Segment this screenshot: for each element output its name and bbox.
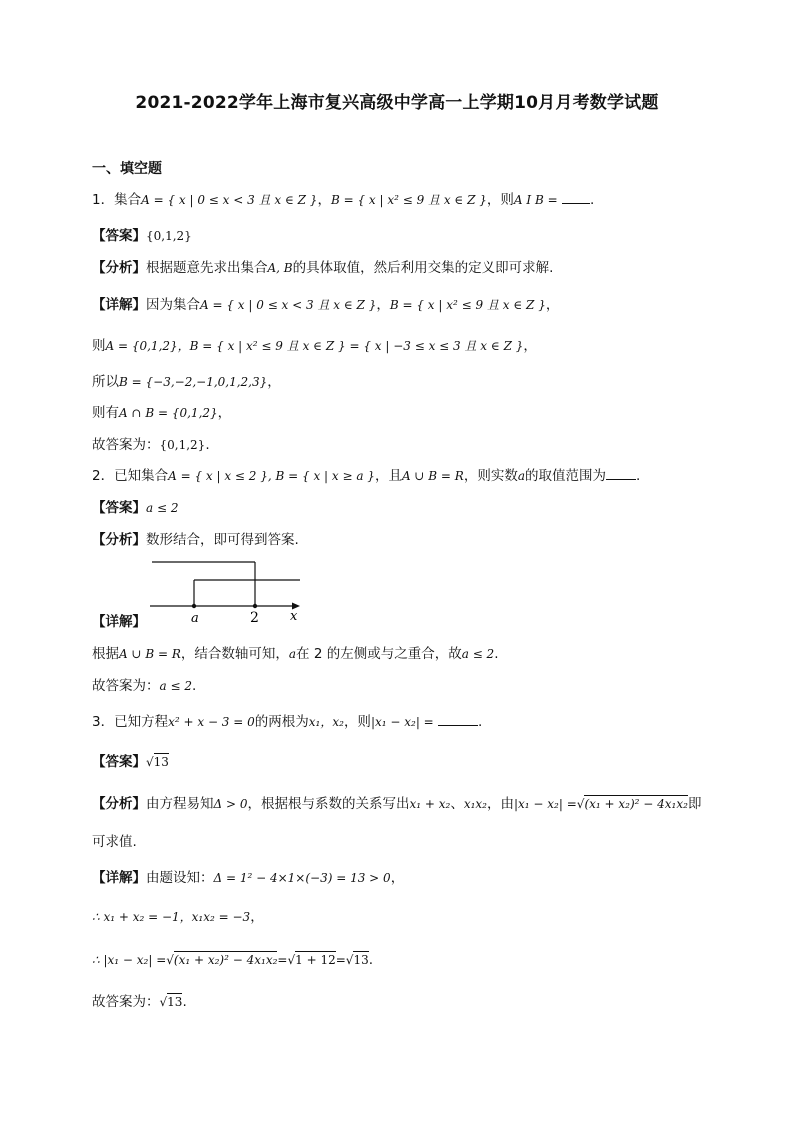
- q3-stem-d: .: [478, 714, 483, 730]
- q2-d2-b: .: [191, 678, 197, 694]
- q1-d2-a: 则: [92, 338, 106, 354]
- point-2: [253, 604, 257, 608]
- q1-expr: A I B =: [513, 193, 558, 207]
- q3-detail-3: [92, 950, 373, 970]
- q2-analysis: [92, 530, 299, 550]
- q1-d3-a: 所以: [92, 374, 119, 390]
- q2-detail-2: [92, 676, 196, 696]
- q2-d1-var: a: [288, 647, 297, 661]
- q3-d4-a: 故答案为：: [92, 994, 160, 1010]
- q3-stem-c: ，则: [343, 714, 371, 730]
- q1-d5-a: 故答案为：: [92, 437, 160, 453]
- q1-answer-value: {0,1,2}: [146, 229, 192, 243]
- q3-d3-eq1: =: [277, 953, 288, 967]
- q1-d1-b: ，: [376, 297, 390, 313]
- q2-answer: [92, 498, 178, 518]
- q1-stem: 1．集合A = { x | 0 ≤ x < 3 且 x ∈ Z }，B = { x | x² ≤ 9 且 x ∈ Z }，则A I B = .: [92, 192, 595, 208]
- q1-d1-c: ，: [545, 297, 560, 313]
- q1-d3-expr: B = {−3,−2,−1,0,1,2,3}: [119, 375, 268, 389]
- q3-analysis-d: ，由: [486, 796, 514, 812]
- q3-answer: [92, 752, 169, 772]
- q3-analysis-c: 、: [450, 796, 464, 812]
- q1-detail-5: [92, 435, 210, 455]
- q2-stem-e: .: [636, 468, 641, 484]
- axis-label-x: x: [290, 609, 298, 624]
- q2-stem-b: ，且: [374, 468, 402, 484]
- q3-stem-expr: |x₁ − x₂| =: [370, 715, 434, 729]
- q1-d1-a: 因为集合: [146, 297, 200, 313]
- q1-d1-set-b: B = { x | x² ≤ 9 且 x ∈ Z }: [389, 298, 546, 312]
- q3-answer-value: 13: [153, 755, 169, 769]
- axis-label-2: 2: [250, 610, 259, 626]
- q3-analysis-sum: x₁ + x₂: [409, 797, 451, 811]
- q3-stem: [92, 712, 482, 732]
- q3-analysis-cont: 可求值.: [92, 834, 137, 850]
- q1-detail-2: [92, 336, 537, 356]
- q1-blank: [562, 191, 590, 204]
- q3-stem-a: 3．已知方程: [92, 714, 169, 730]
- q1-d3-b: ，: [267, 374, 281, 390]
- q2-detail-label-row: [92, 612, 146, 632]
- q3-d3-a: ∴ |x₁ − x₂| =: [92, 953, 167, 967]
- q2-stem-c: ，则实数: [463, 468, 518, 484]
- q3-analysis-sqrt-sign: √: [576, 797, 585, 811]
- q3-d3-eq2: =: [335, 953, 346, 967]
- q3-d1-a: 由题设知：: [146, 870, 214, 886]
- q3-d4-sqrt-sign: √: [159, 995, 168, 1009]
- q2-answer-value: a ≤ 2: [146, 501, 179, 515]
- answer-label: 【答案】: [92, 754, 146, 770]
- q1-d4-a: 则有: [92, 405, 119, 421]
- q3-analysis-b: ，根据根与系数的关系写出: [247, 796, 410, 812]
- q2-detail-1: [92, 644, 499, 664]
- q1-d4-expr: A ∩ B = {0,1,2}: [119, 406, 218, 420]
- q3-d4-b: .: [182, 994, 187, 1010]
- q3-d2-b: ，: [250, 909, 264, 925]
- answer-label: 【答案】: [92, 228, 146, 244]
- q1-detail-3: [92, 372, 281, 392]
- number-line-diagram: [140, 556, 310, 628]
- q2-stem-d: 的取值范围为: [525, 468, 606, 484]
- q2-d1-d: .: [494, 646, 499, 662]
- q1-analysis-sets: A, B: [267, 261, 293, 275]
- section-heading: 一、填空题: [92, 161, 162, 177]
- q2-d1-a: 根据: [92, 646, 119, 662]
- detail-label: 【详解】: [92, 297, 146, 313]
- page-title: 2021-2022学年上海市复兴高级中学高一上学期10月月考数学试题: [135, 93, 659, 113]
- q2-stem-a: 2．已知集合: [92, 468, 169, 484]
- q2-d1-b: ，结合数轴可知，: [180, 646, 289, 662]
- q1-detail-1: [92, 295, 559, 315]
- axis-label-a: a: [191, 611, 199, 626]
- q1-d5-b: .: [205, 437, 210, 453]
- q3-analysis-formula-left: |x₁ − x₂| =: [513, 797, 577, 811]
- q2-analysis-text: 数形结合，即可得到答案.: [146, 532, 299, 548]
- detail-label: 【详解】: [92, 870, 146, 886]
- q3-analysis: [92, 794, 701, 814]
- q1-d5-expr: {0,1,2}: [159, 438, 206, 452]
- q2-stem: [92, 466, 640, 486]
- analysis-label: 【分析】: [92, 260, 146, 276]
- q2-d1-expr: a ≤ 2: [461, 647, 495, 661]
- detail-label: 【详解】: [92, 614, 146, 630]
- q3-d3-sqrt2-sign: √: [287, 953, 296, 967]
- q1-analysis-b: 的具体取值，然后利用交集的定义即可求解.: [292, 260, 554, 276]
- q3-analysis-formula-radicand: (x₁ + x₂)² − 4x₁x₂: [584, 797, 688, 811]
- q3-d2-expr: ∴ x₁ + x₂ = −1，x₁x₂ = −3: [92, 910, 251, 924]
- q1-d2-b: ，: [523, 338, 537, 354]
- q3-d3-sqrt1-sign: √: [166, 953, 174, 967]
- q1-d4-b: ，: [217, 405, 232, 421]
- q2-stem-cond: A ∪ B = R: [401, 469, 464, 483]
- q1-d1-set-a: A = { x | 0 ≤ x < 3 且 x ∈ Z }: [200, 298, 377, 312]
- q3-stem-roots: x₁，x₂: [308, 715, 344, 729]
- q3-d1-expr: Δ = 1² − 4×1×(−3) = 13 > 0: [213, 871, 391, 885]
- q1-set-a: A = { x | 0 ≤ x < 3 且 x ∈ Z }: [141, 193, 318, 207]
- q3-d3-sqrt3-sign: √: [345, 953, 354, 967]
- q3-answer-sqrt-sign: √: [146, 755, 154, 769]
- q1-sep: ，: [317, 192, 331, 208]
- q1-detail-4: [92, 403, 231, 423]
- q2-stem-var: a: [517, 469, 525, 483]
- q1-analysis-a: 根据题意先求出集合: [146, 260, 268, 276]
- q3-analysis-a: 由方程易知: [146, 796, 214, 812]
- analysis-label: 【分析】: [92, 532, 146, 548]
- q1-d2-expr: A = {0,1,2}，B = { x | x² ≤ 9 且 x ∈ Z } = { x | −3 ≤ x ≤ 3 且 x ∈ Z }: [105, 339, 524, 353]
- q3-d3-rad1: (x₁ + x₂)² − 4x₁x₂: [173, 953, 278, 967]
- q3-detail-1: [92, 868, 404, 888]
- q3-analysis-prod: x₁x₂: [463, 797, 487, 811]
- q3-analysis-e: 即: [687, 796, 702, 812]
- q3-d4-rad: 13: [167, 995, 183, 1009]
- point-a: [192, 604, 196, 608]
- analysis-label: 【分析】: [92, 796, 146, 812]
- q3-analysis-delta: Δ > 0: [213, 797, 248, 811]
- q1-analysis: [92, 258, 553, 278]
- q2-d1-cond: A ∪ B = R: [119, 647, 181, 661]
- q3-detail-2: [92, 907, 264, 927]
- q3-d3-rad3: 13: [353, 953, 369, 967]
- q2-d2-a: 故答案为：: [92, 678, 160, 694]
- q3-detail-4: [92, 992, 187, 1012]
- q3-d3-b: .: [368, 952, 374, 968]
- q3-d3-rad2: 1 + 12: [295, 953, 336, 967]
- q2-d2-expr: a ≤ 2: [159, 679, 192, 693]
- q1-set-b: B = { x | x² ≤ 9 且 x ∈ Z }: [330, 193, 487, 207]
- answer-label: 【答案】: [92, 500, 146, 516]
- q1-then: ，则: [486, 192, 514, 208]
- q3-stem-b: 的两根为: [254, 714, 309, 730]
- q3-blank: [438, 713, 478, 726]
- q1-answer: [92, 226, 192, 246]
- q2-blank: [606, 467, 636, 480]
- q1-stem-text: 1．集合: [92, 192, 142, 208]
- q2-stem-expr: A = { x | x ≤ 2 }, B = { x | x ≥ a }: [168, 469, 375, 483]
- q3-stem-eq: x² + x − 3 = 0: [168, 715, 255, 729]
- q3-d1-b: ，: [390, 870, 405, 886]
- q2-d1-c: 在 2 的左侧或与之重合，故: [296, 646, 462, 662]
